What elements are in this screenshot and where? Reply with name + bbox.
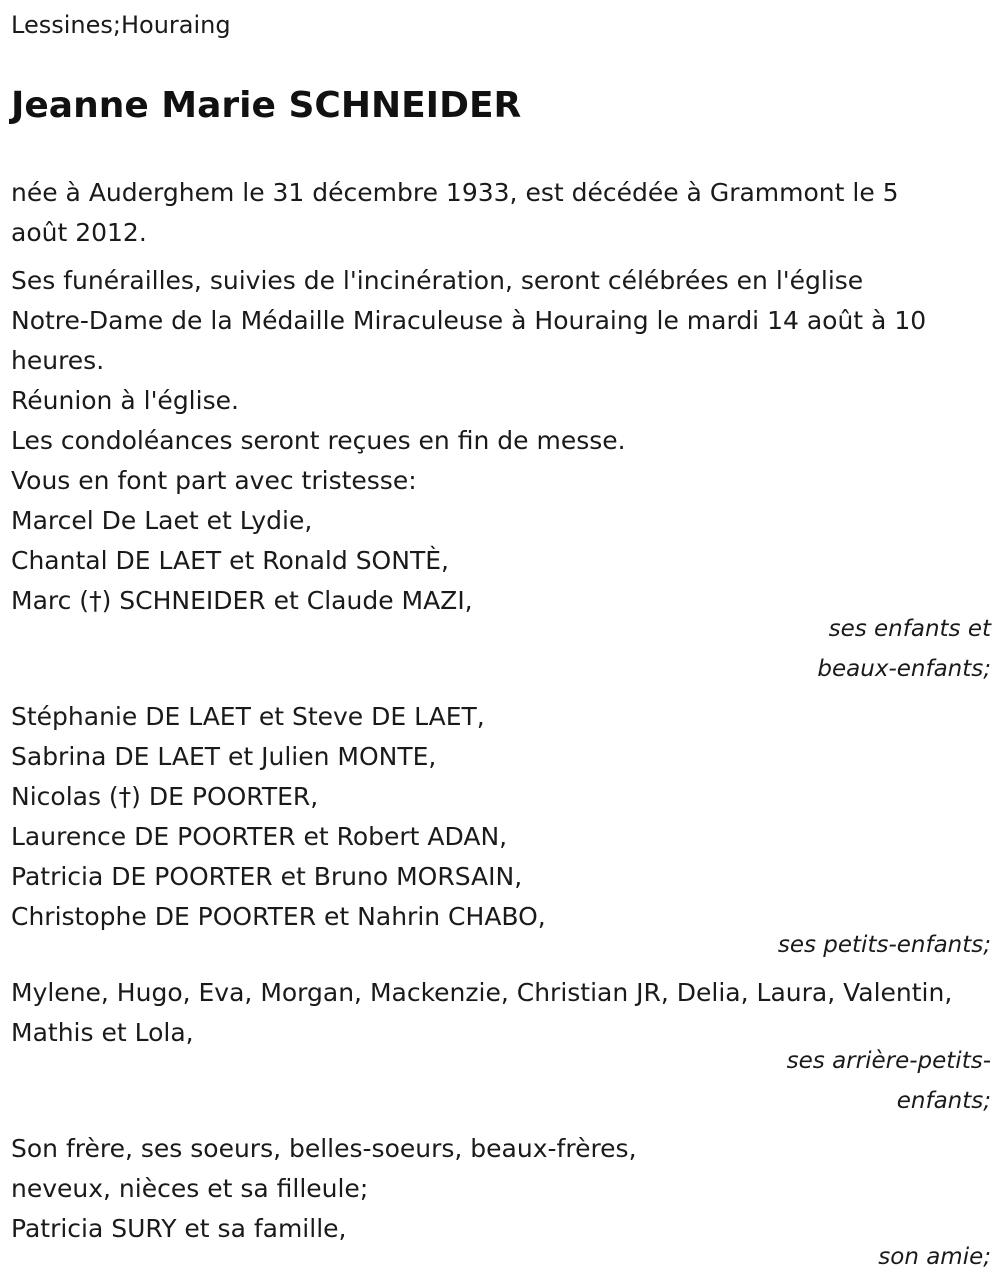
role-line: beaux-enfants; xyxy=(817,656,991,682)
family-member: Patricia DE POORTER et Bruno MORSAIN, xyxy=(11,862,523,891)
text-line: Vous en font part avec tristesse: xyxy=(11,466,417,495)
family-member: Sabrina DE LAET et Julien MONTE, xyxy=(11,742,437,771)
family-member: Marcel De Laet et Lydie, xyxy=(11,506,313,535)
obituary-body xyxy=(11,173,991,1285)
text-line: Réunion à l'église. xyxy=(11,386,239,415)
role-line: ses enfants et xyxy=(828,616,991,642)
family-member: Nicolas (†) DE POORTER, xyxy=(11,782,319,811)
text-line: août 2012. xyxy=(11,218,147,247)
role-line: enfants; xyxy=(896,1088,991,1114)
role-line: son amie; xyxy=(878,1244,991,1270)
family-member: Marc (†) SCHNEIDER et Claude MAZI, xyxy=(11,586,473,615)
family-member: Son frère, ses soeurs, belles-soeurs, beaux-frères, xyxy=(11,1134,637,1163)
text-line: née à Auderghem le 31 décembre 1933, est décédée à Grammont le 5 xyxy=(11,178,899,207)
location-header: Lessines;Houraing xyxy=(11,11,231,39)
text-line: Notre-Dame de la Médaille Miraculeuse à Houraing le mardi 14 août à 10 xyxy=(11,306,927,335)
role-line: ses petits-enfants; xyxy=(777,932,991,958)
family-member: Mylene, Hugo, Eva, Morgan, Mackenzie, Christian JR, Delia, Laura, Valentin, xyxy=(11,978,953,1007)
funeral-paragraph xyxy=(11,261,991,501)
role-line: ses arrière-petits- xyxy=(786,1048,991,1074)
text-line: heures. xyxy=(11,346,105,375)
family-member: Chantal DE LAET et Ronald SONTÈ, xyxy=(11,546,449,575)
children-role-label xyxy=(11,609,991,689)
text-line: Les condoléances seront reçues en fin de messe. xyxy=(11,426,626,455)
family-member: Laurence DE POORTER et Robert ADAN, xyxy=(11,822,508,851)
deceased-name: Jeanne Marie SCHNEIDER xyxy=(11,85,522,126)
grandchildren-list xyxy=(11,697,991,937)
other-relatives-list xyxy=(11,1129,991,1249)
family-member: Stéphanie DE LAET et Steve DE LAET, xyxy=(11,702,485,731)
family-member: Mathis et Lola, xyxy=(11,1018,194,1047)
family-member: neveux, nièces et sa filleule; xyxy=(11,1174,369,1203)
great-grandchildren-role-label xyxy=(11,1041,991,1121)
family-member: Patricia SURY et sa famille, xyxy=(11,1214,347,1243)
text-line: Ses funérailles, suivies de l'incinération, seront célébrées en l'église xyxy=(11,266,864,295)
family-member: Christophe DE POORTER et Nahrin CHABO, xyxy=(11,902,546,931)
birth-death-paragraph xyxy=(11,173,991,253)
children-list xyxy=(11,501,991,621)
